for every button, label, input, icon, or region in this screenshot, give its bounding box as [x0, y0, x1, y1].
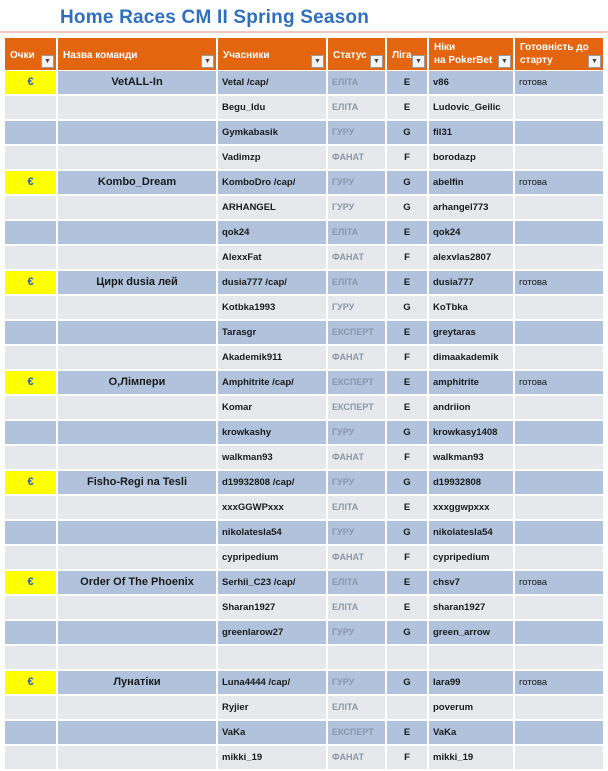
table-row [5, 396, 605, 419]
nick-cell[interactable]: fil31 [429, 121, 513, 144]
team-name-cell[interactable]: Fisho-Regi na Tesli [58, 471, 216, 494]
table-row [5, 496, 605, 519]
page-title: Home Races CM II Spring Season [60, 7, 370, 28]
status-cell[interactable]: ФАНАТ [328, 446, 385, 469]
readiness-cell[interactable] [515, 446, 603, 469]
member-cell[interactable]: AlexxFat [218, 246, 326, 269]
table-row [5, 371, 605, 394]
readiness-cell[interactable] [515, 471, 603, 494]
member-cell[interactable]: greenlarow27 [218, 621, 326, 644]
league-cell[interactable]: F [387, 446, 427, 469]
readiness-cell[interactable] [515, 346, 603, 369]
readiness-cell[interactable] [515, 696, 603, 719]
table-row [5, 346, 605, 369]
points-cell[interactable] [5, 696, 56, 719]
readiness-cell[interactable] [515, 746, 603, 769]
member-cell[interactable]: Begu_Idu [218, 96, 326, 119]
nick-cell[interactable]: xxxggwpxxx [429, 496, 513, 519]
points-cell[interactable]: € [5, 571, 56, 594]
filter-dropdown-icon[interactable]: ▼ [498, 55, 511, 68]
member-cell[interactable]: Vetal /cap/ [218, 71, 326, 94]
table-row [5, 96, 605, 119]
member-cell[interactable]: Akademik911 [218, 346, 326, 369]
points-cell[interactable] [5, 346, 56, 369]
readiness-cell[interactable] [515, 421, 603, 444]
nick-cell[interactable]: mikki_19 [429, 746, 513, 769]
league-cell[interactable] [387, 696, 427, 719]
status-cell[interactable]: ЕЛІТА [328, 596, 385, 619]
nick-cell[interactable]: amphitrite [429, 371, 513, 394]
league-cell[interactable]: E [387, 221, 427, 244]
status-cell[interactable]: ФАНАТ [328, 546, 385, 569]
table-row [5, 621, 605, 644]
league-cell[interactable]: G [387, 171, 427, 194]
member-cell[interactable]: krowkashy [218, 421, 326, 444]
status-cell[interactable]: ЕКСПЕРТ [328, 396, 385, 419]
table-row [5, 146, 605, 169]
table-row [5, 121, 605, 144]
readiness-cell[interactable] [515, 496, 603, 519]
member-cell[interactable]: mikki_19 [218, 746, 326, 769]
member-cell[interactable]: Amphitrite /cap/ [218, 371, 326, 394]
status-cell[interactable]: ГУРУ [328, 121, 385, 144]
readiness-cell[interactable] [515, 546, 603, 569]
nick-cell[interactable]: walkman93 [429, 446, 513, 469]
readiness-cell[interactable] [515, 196, 603, 219]
table-row [5, 746, 605, 769]
league-cell[interactable]: G [387, 521, 427, 544]
readiness-cell[interactable]: готова [515, 171, 603, 194]
nick-cell[interactable]: KoTbka [429, 296, 513, 319]
header-league: Ліга ▼ [387, 38, 427, 70]
points-cell[interactable] [5, 621, 56, 644]
points-cell[interactable] [5, 546, 56, 569]
points-cell[interactable] [5, 496, 56, 519]
table-row [5, 446, 605, 469]
nick-cell[interactable]: borodazp [429, 146, 513, 169]
table-row [5, 546, 605, 569]
nick-cell[interactable]: andriion [429, 396, 513, 419]
team-name-cell[interactable]: Лунатіки [58, 671, 216, 694]
league-cell[interactable]: G [387, 196, 427, 219]
header-readiness: Готовність до старту ▼ [515, 38, 603, 70]
readiness-cell[interactable]: готова [515, 271, 603, 294]
header-row [5, 38, 605, 70]
league-cell[interactable]: F [387, 346, 427, 369]
filter-dropdown-icon[interactable]: ▼ [201, 55, 214, 68]
points-cell[interactable] [5, 746, 56, 769]
member-cell[interactable]: Vadimzp [218, 146, 326, 169]
member-cell[interactable]: Tarasgr [218, 321, 326, 344]
readiness-cell[interactable] [515, 646, 603, 669]
member-cell[interactable]: VaKa [218, 721, 326, 744]
readiness-cell[interactable] [515, 296, 603, 319]
team-name-cell[interactable]: Order Of The Phoenix [58, 571, 216, 594]
points-cell[interactable] [5, 96, 56, 119]
team-name-cell[interactable]: VetALL-In [58, 71, 216, 94]
status-cell[interactable]: ЕЛІТА [328, 96, 385, 119]
nick-cell[interactable]: dusia777 [429, 271, 513, 294]
league-cell[interactable]: G [387, 671, 427, 694]
table-row [5, 721, 605, 744]
nick-cell[interactable]: lara99 [429, 671, 513, 694]
readiness-cell[interactable] [515, 121, 603, 144]
nick-cell[interactable]: d19932808 [429, 471, 513, 494]
status-cell[interactable]: ФАНАТ [328, 746, 385, 769]
nick-cell[interactable]: nikolatesla54 [429, 521, 513, 544]
member-cell[interactable]: Gymkabasik [218, 121, 326, 144]
league-cell[interactable]: E [387, 496, 427, 519]
member-cell[interactable]: qok24 [218, 221, 326, 244]
status-cell[interactable]: ЕЛІТА [328, 71, 385, 94]
table-row [5, 521, 605, 544]
team-name-cell[interactable] [58, 196, 216, 219]
nick-cell[interactable]: dimaakademik [429, 346, 513, 369]
team-name-cell[interactable]: Цирк dusia лей [58, 271, 216, 294]
nick-cell[interactable]: Ludovic_Geilic [429, 96, 513, 119]
teams-table [5, 38, 605, 771]
league-cell[interactable]: G [387, 121, 427, 144]
table-row [5, 221, 605, 244]
league-cell[interactable]: E [387, 271, 427, 294]
header-status: Статус ▼ [328, 38, 385, 70]
member-cell[interactable]: KomboDro /cap/ [218, 171, 326, 194]
points-cell[interactable] [5, 396, 56, 419]
points-cell[interactable] [5, 121, 56, 144]
league-cell[interactable] [387, 646, 427, 669]
nick-cell[interactable]: abelfin [429, 171, 513, 194]
league-cell[interactable]: G [387, 296, 427, 319]
points-cell[interactable] [5, 521, 56, 544]
status-cell[interactable]: ГУРУ [328, 471, 385, 494]
table-row [5, 296, 605, 319]
team-name-cell[interactable] [58, 96, 216, 119]
member-cell[interactable] [218, 646, 326, 669]
filter-dropdown-icon[interactable]: ▼ [588, 55, 601, 68]
table-row [5, 571, 605, 594]
team-name-cell[interactable] [58, 646, 216, 669]
points-cell[interactable] [5, 321, 56, 344]
league-cell[interactable]: E [387, 96, 427, 119]
league-cell[interactable]: E [387, 396, 427, 419]
points-cell[interactable] [5, 246, 56, 269]
member-cell[interactable]: ARHANGEL [218, 196, 326, 219]
team-name-cell[interactable] [58, 621, 216, 644]
member-cell[interactable]: Kotbka1993 [218, 296, 326, 319]
filter-dropdown-icon[interactable]: ▼ [311, 55, 324, 68]
status-cell[interactable]: ЕКСПЕРТ [328, 321, 385, 344]
nick-cell[interactable]: sharan1927 [429, 596, 513, 619]
member-cell[interactable]: xxxGGWPxxx [218, 496, 326, 519]
team-name-cell[interactable] [58, 546, 216, 569]
team-name-cell[interactable] [58, 596, 216, 619]
league-cell[interactable]: E [387, 721, 427, 744]
points-cell[interactable] [5, 446, 56, 469]
status-cell[interactable]: ЕЛІТА [328, 221, 385, 244]
table-row [5, 271, 605, 294]
nick-cell[interactable]: green_arrow [429, 621, 513, 644]
team-name-cell[interactable] [58, 721, 216, 744]
member-cell[interactable]: dusia777 /cap/ [218, 271, 326, 294]
status-cell[interactable]: ЕКСПЕРТ [328, 721, 385, 744]
league-cell[interactable]: F [387, 746, 427, 769]
team-name-cell[interactable]: О,Лімпери [58, 371, 216, 394]
nick-cell[interactable]: chsv7 [429, 571, 513, 594]
points-cell[interactable] [5, 721, 56, 744]
member-cell[interactable]: Komar [218, 396, 326, 419]
readiness-cell[interactable] [515, 521, 603, 544]
points-cell[interactable] [5, 646, 56, 669]
points-cell[interactable]: € [5, 171, 56, 194]
points-cell[interactable] [5, 421, 56, 444]
nick-cell[interactable]: cypripedium [429, 546, 513, 569]
table-row [5, 196, 605, 219]
table-body [5, 71, 605, 769]
points-cell[interactable]: € [5, 71, 56, 94]
readiness-cell[interactable] [515, 96, 603, 119]
points-cell[interactable]: € [5, 271, 56, 294]
readiness-cell[interactable] [515, 596, 603, 619]
readiness-cell[interactable] [515, 146, 603, 169]
league-cell[interactable]: G [387, 421, 427, 444]
readiness-cell[interactable]: готова [515, 371, 603, 394]
table-row [5, 471, 605, 494]
member-cell[interactable]: Serhii_C23 /cap/ [218, 571, 326, 594]
readiness-cell[interactable]: готова [515, 71, 603, 94]
league-cell[interactable]: F [387, 146, 427, 169]
team-name-cell[interactable] [58, 496, 216, 519]
status-cell[interactable]: ГУРУ [328, 421, 385, 444]
member-cell[interactable]: walkman93 [218, 446, 326, 469]
readiness-cell[interactable]: готова [515, 671, 603, 694]
points-cell[interactable] [5, 221, 56, 244]
status-cell[interactable]: ЕЛІТА [328, 271, 385, 294]
status-cell[interactable]: ГУРУ [328, 671, 385, 694]
header-team: Назва команди ▼ [58, 38, 216, 70]
team-name-cell[interactable] [58, 321, 216, 344]
readiness-cell[interactable] [515, 246, 603, 269]
status-cell[interactable]: ЕКСПЕРТ [328, 371, 385, 394]
league-cell[interactable]: E [387, 321, 427, 344]
status-cell[interactable]: ГУРУ [328, 621, 385, 644]
status-cell[interactable]: ГУРУ [328, 296, 385, 319]
status-cell[interactable]: ФАНАТ [328, 246, 385, 269]
league-cell[interactable]: E [387, 596, 427, 619]
status-cell[interactable]: ГУРУ [328, 521, 385, 544]
header-nicks: Ніки на PokerBet ▼ [429, 38, 513, 70]
points-cell[interactable] [5, 146, 56, 169]
title-divider [0, 31, 608, 33]
league-cell[interactable]: E [387, 71, 427, 94]
team-name-cell[interactable] [58, 346, 216, 369]
status-cell[interactable]: ФАНАТ [328, 146, 385, 169]
filter-dropdown-icon[interactable]: ▼ [370, 55, 383, 68]
nick-cell[interactable]: qok24 [429, 221, 513, 244]
league-cell[interactable]: G [387, 621, 427, 644]
league-cell[interactable]: G [387, 471, 427, 494]
team-name-cell[interactable]: Kombo_Dream [58, 171, 216, 194]
points-cell[interactable] [5, 196, 56, 219]
team-name-cell[interactable] [58, 446, 216, 469]
nick-cell[interactable]: poverum [429, 696, 513, 719]
table-row [5, 671, 605, 694]
status-cell[interactable]: ЕЛІТА [328, 571, 385, 594]
header-points: Очки ▼ [5, 38, 56, 70]
team-name-cell[interactable] [58, 221, 216, 244]
team-name-cell[interactable] [58, 746, 216, 769]
table-row [5, 321, 605, 344]
league-cell[interactable]: E [387, 371, 427, 394]
team-name-cell[interactable] [58, 146, 216, 169]
status-cell[interactable]: ГУРУ [328, 171, 385, 194]
status-cell[interactable]: ГУРУ [328, 196, 385, 219]
points-cell[interactable] [5, 296, 56, 319]
member-cell[interactable]: Ryjier [218, 696, 326, 719]
league-cell[interactable]: F [387, 246, 427, 269]
member-cell[interactable]: cypripedium [218, 546, 326, 569]
team-name-cell[interactable] [58, 296, 216, 319]
nick-cell[interactable] [429, 646, 513, 669]
status-cell[interactable]: ФАНАТ [328, 346, 385, 369]
readiness-cell[interactable] [515, 396, 603, 419]
team-name-cell[interactable] [58, 246, 216, 269]
points-cell[interactable] [5, 596, 56, 619]
points-cell[interactable]: € [5, 371, 56, 394]
nick-cell[interactable]: greytaras [429, 321, 513, 344]
filter-dropdown-icon[interactable]: ▼ [41, 55, 54, 68]
table-row [5, 246, 605, 269]
points-cell[interactable]: € [5, 471, 56, 494]
table-row [5, 421, 605, 444]
status-cell[interactable] [328, 646, 385, 669]
team-name-cell[interactable] [58, 421, 216, 444]
league-cell[interactable]: E [387, 571, 427, 594]
league-cell[interactable]: F [387, 546, 427, 569]
member-cell[interactable]: nikolatesla54 [218, 521, 326, 544]
team-name-cell[interactable] [58, 121, 216, 144]
team-name-cell[interactable] [58, 696, 216, 719]
readiness-cell[interactable] [515, 721, 603, 744]
readiness-cell[interactable] [515, 621, 603, 644]
nick-cell[interactable]: alexvlas2807 [429, 246, 513, 269]
status-cell[interactable]: ЕЛІТА [328, 696, 385, 719]
member-cell[interactable]: Luna4444 /cap/ [218, 671, 326, 694]
readiness-cell[interactable] [515, 221, 603, 244]
filter-dropdown-icon[interactable]: ▼ [412, 55, 425, 68]
team-name-cell[interactable] [58, 521, 216, 544]
table-row [5, 696, 605, 719]
points-cell[interactable]: € [5, 671, 56, 694]
table-row [5, 646, 605, 669]
nick-cell[interactable]: arhangel773 [429, 196, 513, 219]
readiness-cell[interactable]: готова [515, 571, 603, 594]
nick-cell[interactable]: v86 [429, 71, 513, 94]
team-name-cell[interactable] [58, 396, 216, 419]
nick-cell[interactable]: krowkasy1408 [429, 421, 513, 444]
table-row [5, 596, 605, 619]
header-members: Учасники ▼ [218, 38, 326, 70]
nick-cell[interactable]: VaKa [429, 721, 513, 744]
member-cell[interactable]: Sharan1927 [218, 596, 326, 619]
readiness-cell[interactable] [515, 321, 603, 344]
status-cell[interactable]: ЕЛІТА [328, 496, 385, 519]
table-row [5, 171, 605, 194]
table-row [5, 71, 605, 94]
member-cell[interactable]: d19932808 /cap/ [218, 471, 326, 494]
